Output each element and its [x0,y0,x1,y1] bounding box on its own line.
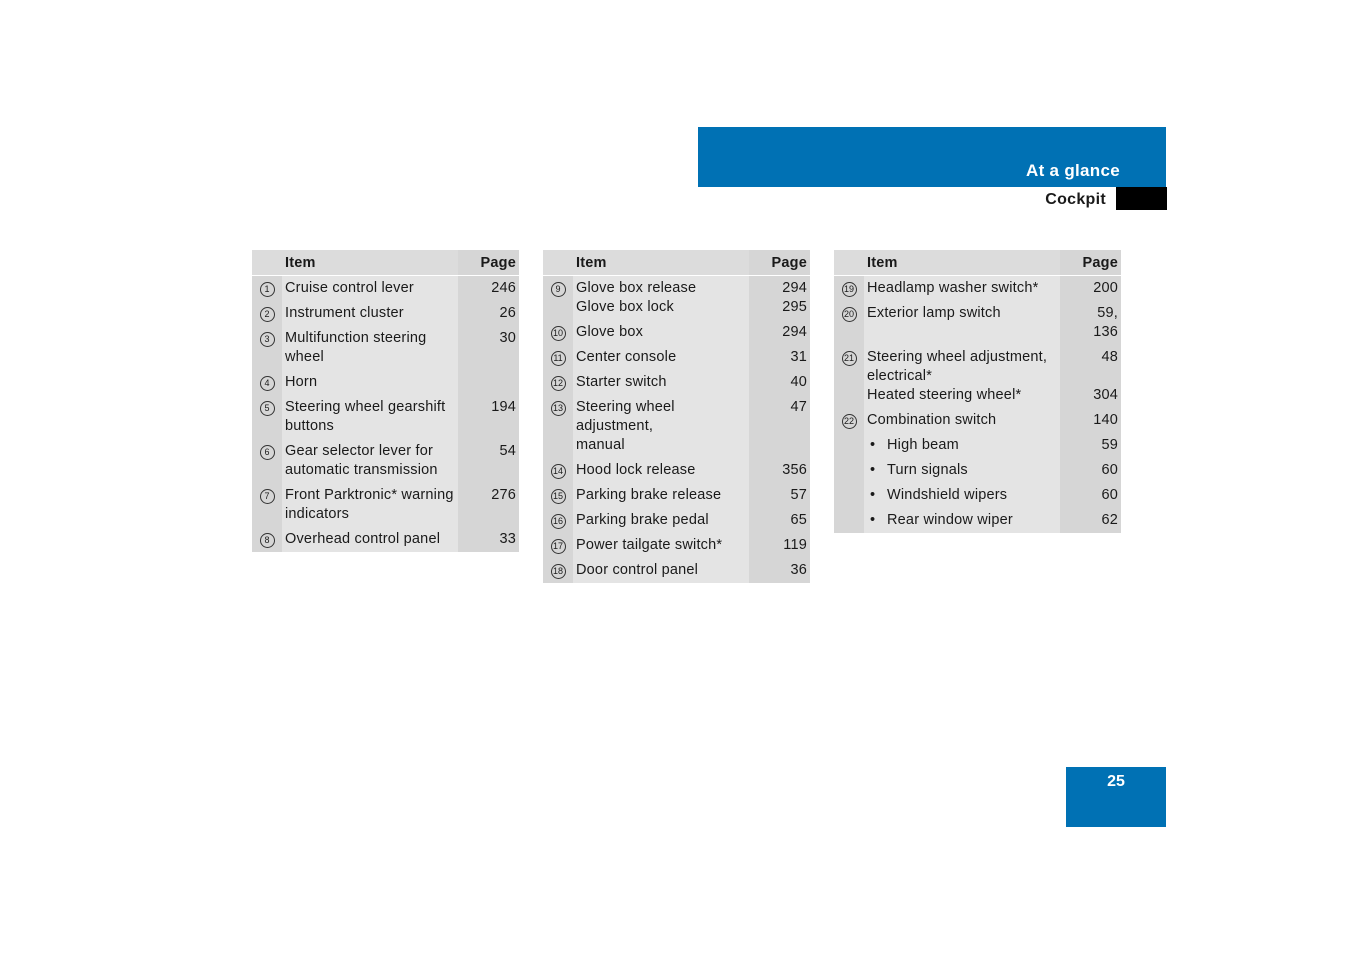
item-text-line: Exterior lamp switch [867,305,1001,321]
circled-number: 2 [260,307,275,322]
item-text-line: manual [576,437,625,453]
row-page-cell [458,439,519,483]
circled-number: 5 [260,401,275,416]
row-page-cell [1060,276,1121,302]
row-item-cell [282,276,458,302]
page-reference: 59, [1097,305,1118,321]
table-row [834,301,1121,345]
header-page-label: Page [1060,250,1121,276]
table-header-row [543,250,810,276]
row-number-cell [252,439,282,483]
row-page-cell [749,458,810,483]
item-text-line: Glove box [576,324,644,340]
circled-number: 20 [842,307,857,322]
page-reference: 26 [499,305,516,321]
page-reference: 31 [790,349,807,365]
circled-number: 11 [551,351,566,366]
item-text-line: Instrument cluster [285,305,404,321]
row-page-cell [1060,483,1121,508]
row-number-cell [543,508,573,533]
row-page-cell [749,276,810,321]
header-item-label: Item [864,250,1060,276]
table-row [252,483,519,527]
row-item-cell [864,458,1060,483]
row-item-cell [282,326,458,370]
row-page-cell [1060,345,1121,408]
row-number-cell [543,345,573,370]
page-reference: 294 [782,280,807,296]
circled-number: 1 [260,282,275,297]
header-number-cell [252,250,282,276]
table-row [252,326,519,370]
row-item-cell [864,508,1060,533]
item-text-line: indicators [285,506,350,522]
table-row [252,276,519,302]
row-item-cell [573,320,749,345]
item-text-line: Power tailgate switch* [576,537,723,553]
item-text-line: Starter switch [576,374,667,390]
row-item-cell [282,395,458,439]
circled-number: 19 [842,282,857,297]
table-row [543,508,810,533]
table-row [834,483,1121,508]
row-number-cell [252,276,282,302]
bullet-icon: • [870,487,876,503]
item-text-line: Cruise control lever [285,280,414,296]
table-row [543,458,810,483]
row-number-cell [252,527,282,552]
row-item-cell [282,483,458,527]
row-page-cell [458,301,519,326]
item-text-line: Heated steering wheel* [867,387,1022,403]
page-reference: 47 [790,399,807,415]
item-text-line: Door control panel [576,562,699,578]
row-number-cell [834,458,864,483]
page-reference: 136 [1093,324,1118,340]
row-number-cell [252,483,282,527]
row-page-cell [1060,433,1121,458]
header-page-label: Page [749,250,810,276]
table-row [252,370,519,395]
row-item-cell [573,370,749,395]
page-reference: 48 [1101,349,1118,365]
item-text-line: Steering wheel adjustment, [867,349,1048,365]
row-item-cell [573,276,749,321]
section-title: At a glance [1026,161,1120,180]
row-page-cell [1060,508,1121,533]
row-number-cell [543,370,573,395]
table-row [252,395,519,439]
table-row [834,408,1121,433]
page-reference: 59 [1101,437,1118,453]
page-reference: 33 [499,531,516,547]
table-row [252,301,519,326]
circled-number: 12 [551,376,566,391]
bullet-icon: • [870,512,876,528]
page-reference: 295 [782,299,807,315]
page-reference: 57 [790,487,807,503]
reference-table-3 [834,250,1121,533]
page-number-box [1066,767,1166,827]
table-header-row [252,250,519,276]
header-number-cell [543,250,573,276]
page-reference: 194 [491,399,516,415]
header-item-label: Item [282,250,458,276]
row-item-cell [864,276,1060,302]
row-page-cell [1060,458,1121,483]
item-text-line: wheel [285,349,324,365]
page-reference: 40 [790,374,807,390]
row-page-cell [749,483,810,508]
row-item-cell [573,533,749,558]
item-text-line: Glove box release [576,280,697,296]
section-tab-marker [1116,187,1167,210]
row-page-cell [458,395,519,439]
circled-number: 7 [260,489,275,504]
page-reference: 65 [790,512,807,528]
table-row [543,395,810,458]
row-item-cell [864,301,1060,345]
page-reference: 200 [1093,280,1118,296]
item-text-line: Steering wheel adjustment, [576,399,675,434]
table-row [834,508,1121,533]
page-reference: 356 [782,462,807,478]
item-text-line: Center console [576,349,677,365]
page-number: 25 [1107,773,1125,790]
table-row [834,345,1121,408]
row-item-cell [864,408,1060,433]
section-subtitle: Cockpit [1045,191,1106,208]
row-number-cell [252,395,282,439]
table-row [834,276,1121,302]
row-number-cell [252,370,282,395]
row-number-cell [543,276,573,321]
page-reference: 119 [783,537,807,553]
circled-number: 14 [551,464,566,479]
circled-number: 10 [551,326,566,341]
row-item-cell [573,458,749,483]
table-row [543,370,810,395]
page-reference: 30 [499,330,516,346]
bullet-icon: • [870,462,876,478]
page-reference: 294 [782,324,807,340]
table-row [252,527,519,552]
circled-number: 3 [260,332,275,347]
row-page-cell [749,508,810,533]
item-text-line: Overhead control panel [285,531,441,547]
row-number-cell [543,320,573,345]
row-item-cell [282,439,458,483]
page-reference: 246 [491,280,516,296]
reference-table-1 [252,250,519,552]
row-page-cell [458,276,519,302]
item-text-line: Gear selector lever for [285,443,434,459]
row-page-cell [749,395,810,458]
row-item-cell [282,301,458,326]
table-row [543,320,810,345]
header-band [698,127,1166,187]
row-item-cell [864,433,1060,458]
row-number-cell [834,408,864,433]
row-item-cell [573,345,749,370]
table-row [252,439,519,483]
row-page-cell [1060,408,1121,433]
item-text-line: Windshield wipers [887,487,1008,503]
page-reference: 60 [1101,487,1118,503]
page-reference: 276 [491,487,516,503]
bullet-icon: • [870,437,876,453]
page-reference: 54 [499,443,516,459]
item-text-line: Rear window wiper [887,512,1013,528]
row-item-cell [573,558,749,583]
header-item-label: Item [573,250,749,276]
item-text-line: Headlamp washer switch* [867,280,1039,296]
item-text-line: Combination switch [867,412,997,428]
row-number-cell [543,458,573,483]
row-item-cell [864,345,1060,408]
circled-number: 21 [842,351,857,366]
table-row [834,433,1121,458]
row-page-cell [749,533,810,558]
item-text-line: electrical* [867,368,933,384]
row-page-cell [458,527,519,552]
row-number-cell [543,558,573,583]
row-number-cell [834,508,864,533]
row-number-cell [834,276,864,302]
row-page-cell [749,370,810,395]
table-row [543,345,810,370]
header-page-label: Page [458,250,519,276]
table-row [834,458,1121,483]
row-page-cell [458,370,519,395]
row-page-cell [458,483,519,527]
circled-number: 15 [551,489,566,504]
row-number-cell [834,301,864,345]
item-text-line: Parking brake pedal [576,512,709,528]
row-number-cell [834,433,864,458]
table-row [543,533,810,558]
row-number-cell [252,301,282,326]
item-text-line: Steering wheel gearshift [285,399,446,415]
item-text-line: High beam [887,437,959,453]
row-number-cell [543,533,573,558]
row-item-cell [573,395,749,458]
circled-number: 13 [551,401,566,416]
row-item-cell [573,483,749,508]
item-text-line: buttons [285,418,334,434]
item-text-line: Multifunction steering [285,330,427,346]
page-reference [1063,367,1118,386]
table-row [543,276,810,321]
circled-number: 9 [551,282,566,297]
item-text-line: Hood lock release [576,462,696,478]
circled-number: 4 [260,376,275,391]
item-text-line: Front Parktronic* warning [285,487,454,503]
row-page-cell [1060,301,1121,345]
row-page-cell [458,326,519,370]
page-reference [461,373,516,392]
circled-number: 6 [260,445,275,460]
circled-number: 16 [551,514,566,529]
table-header-row [834,250,1121,276]
row-item-cell [573,508,749,533]
row-page-cell [749,558,810,583]
row-number-cell [834,345,864,408]
page-reference: 62 [1101,512,1118,528]
row-item-cell [282,370,458,395]
row-item-cell [864,483,1060,508]
item-text-line: Parking brake release [576,487,722,503]
page-reference: 140 [1093,412,1118,428]
item-text-line: Horn [285,374,318,390]
table-row [543,558,810,583]
item-text-line: automatic transmission [285,462,438,478]
row-number-cell [543,395,573,458]
circled-number: 17 [551,539,566,554]
row-page-cell [749,320,810,345]
page-reference: 304 [1093,387,1118,403]
row-number-cell [834,483,864,508]
header-number-cell [834,250,864,276]
row-item-cell [282,527,458,552]
circled-number: 18 [551,564,566,579]
page-reference: 36 [790,562,807,578]
row-page-cell [749,345,810,370]
circled-number: 22 [842,414,857,429]
item-text-line: Glove box lock [576,299,674,315]
page-reference: 60 [1101,462,1118,478]
row-number-cell [252,326,282,370]
table-row [543,483,810,508]
item-text-line: Turn signals [887,462,968,478]
row-number-cell [543,483,573,508]
reference-table-2 [543,250,810,583]
circled-number: 8 [260,533,275,548]
